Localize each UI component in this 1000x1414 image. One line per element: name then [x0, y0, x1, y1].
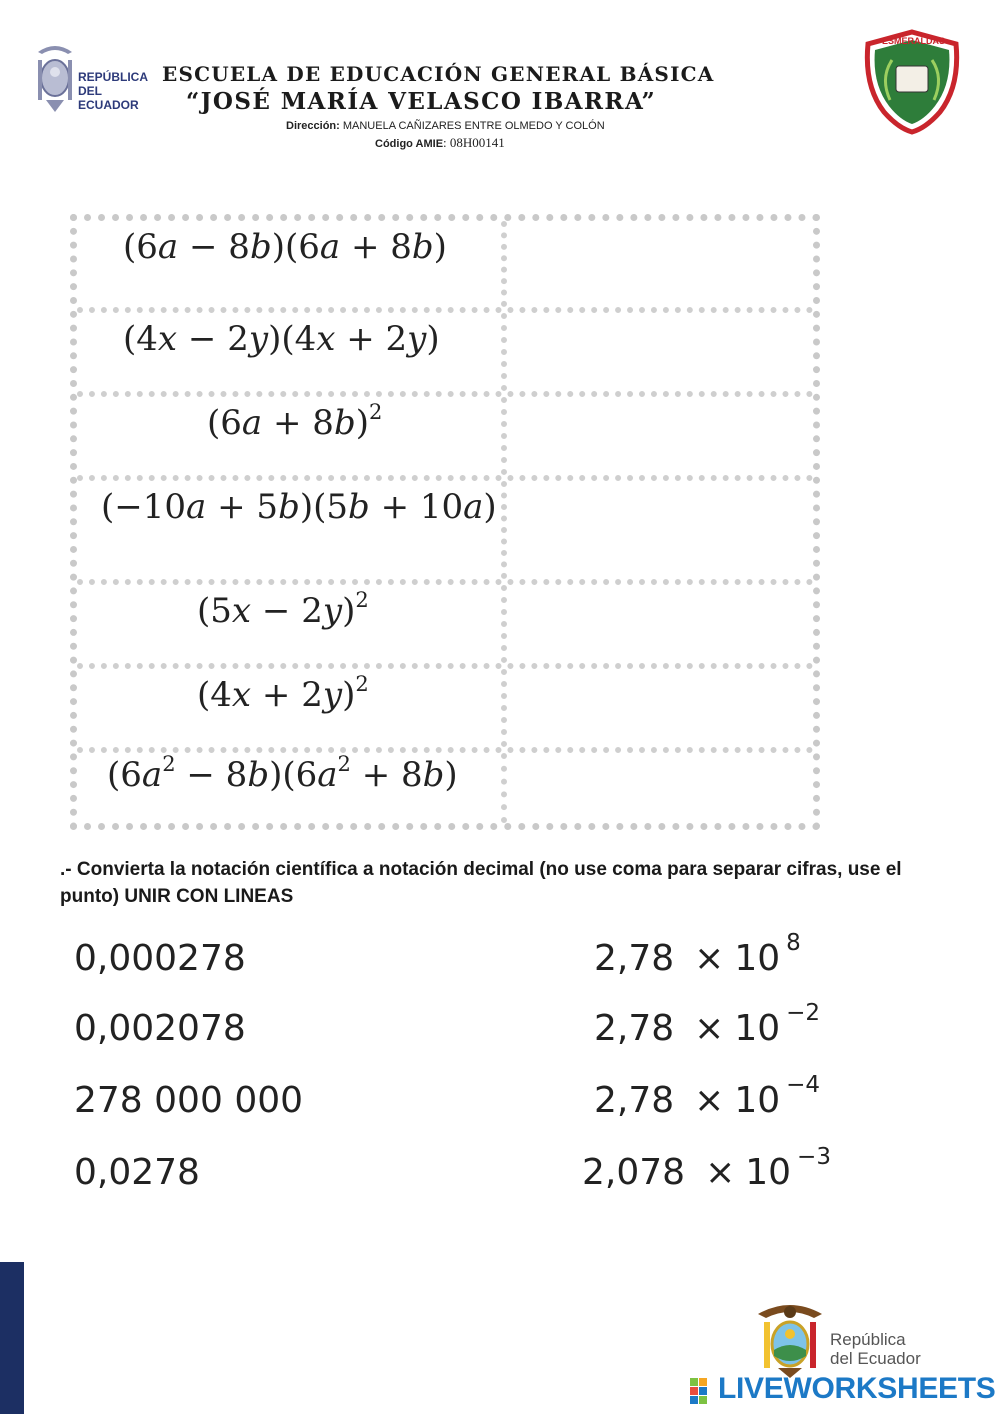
base: 10	[745, 1152, 792, 1193]
table-row	[77, 221, 813, 313]
decimal-item[interactable]: 0,002078	[74, 1008, 246, 1049]
base: 10	[734, 1008, 781, 1049]
answer-cell[interactable]	[513, 313, 813, 391]
amie-code	[375, 135, 505, 151]
answer-cell[interactable]	[513, 481, 813, 579]
liveworksheets-wordmark: LIVEWORKSHEETS	[718, 1372, 996, 1405]
expression-3: $(6a + 8b)^2$	[207, 400, 383, 443]
answer-cell[interactable]	[513, 753, 813, 823]
gov-logo-text-1: REPÚBLICA	[78, 70, 149, 84]
exponent: 8	[786, 930, 801, 956]
expression-cell	[77, 585, 507, 663]
gov-logo-text-2: DEL ECUADOR	[78, 84, 139, 112]
liveworksheets-icon	[690, 1378, 716, 1404]
decimal-item[interactable]: 278 000 000	[74, 1080, 304, 1121]
times-sign: ×	[694, 1008, 725, 1049]
liveworksheets-brand[interactable]	[690, 1372, 996, 1408]
decimal-item[interactable]: 0,0278	[74, 1152, 200, 1193]
answer-cell[interactable]	[513, 221, 813, 307]
answer-cell[interactable]	[513, 397, 813, 475]
expressions-table	[70, 214, 820, 830]
footer-gov-logo	[752, 1300, 942, 1380]
instruction-text: .- Convierta la notación científica a notación decimal (no use coma para separar cifras, use el punto) UNIR CON LINEAS	[60, 859, 902, 907]
table-row	[77, 669, 813, 753]
school-type-heading: ESCUELA DE EDUCACIÓN GENERAL BÁSICA	[162, 62, 715, 86]
republica-ecuador-logo	[34, 42, 149, 120]
scientific-item[interactable]	[594, 1072, 821, 1121]
footer-gov-line2: del Ecuador	[830, 1349, 921, 1368]
expression-6: $(4x + 2y)^2$	[197, 672, 369, 715]
expression-4: (−10a + 5b)(5b + 10a)	[101, 487, 497, 527]
expression-1: (6a − 8b)(6a + 8b)	[123, 227, 447, 267]
table-row	[77, 397, 813, 481]
expression-2: (4x − 2y)(4x + 2y)	[123, 319, 440, 359]
school-shield-logo	[856, 26, 968, 136]
expression-5: $(5x - 2y)^2$	[197, 588, 369, 631]
decimal-item[interactable]: 0,000278	[74, 938, 246, 979]
table-row	[77, 313, 813, 397]
base: 10	[734, 1080, 781, 1121]
exponent: −4	[786, 1072, 821, 1098]
table-row	[77, 753, 813, 823]
mantissa: 2,78	[594, 1008, 675, 1049]
expression-cell	[77, 221, 507, 307]
scientific-item[interactable]	[582, 1144, 831, 1193]
ecuador-coat-of-arms-icon	[34, 42, 76, 116]
times-sign: ×	[705, 1152, 736, 1193]
answer-cell[interactable]	[513, 669, 813, 747]
times-sign: ×	[694, 1080, 725, 1121]
mantissa: 2,078	[582, 1152, 686, 1193]
amie-label: Código AMIE	[375, 138, 444, 150]
mantissa: 2,78	[594, 938, 675, 979]
expression-cell	[77, 669, 507, 747]
exponent: −2	[786, 1000, 821, 1026]
mantissa: 2,78	[594, 1080, 675, 1121]
table-row	[77, 481, 813, 585]
left-accent-bar	[0, 1262, 24, 1414]
times-sign: ×	[694, 938, 725, 979]
scientific-item[interactable]	[594, 930, 801, 979]
expression-cell	[77, 313, 507, 391]
amie-value: : 08H00141	[443, 135, 505, 150]
expression-cell	[77, 753, 507, 823]
school-address	[286, 120, 605, 132]
address-value: MANUELA CAÑIZARES ENTRE OLMEDO Y COLÓN	[342, 120, 605, 132]
answer-cell[interactable]	[513, 585, 813, 663]
footer-gov-line1: República	[830, 1330, 906, 1349]
school-name-heading: “JOSÉ MARÍA VELASCO IBARRA”	[186, 88, 657, 115]
scientific-item[interactable]	[594, 1000, 821, 1049]
expression-cell	[77, 481, 507, 579]
expression-7: $(6a^2 - 8b)(6a^2 + 8b)$	[107, 752, 458, 795]
expression-cell	[77, 397, 507, 475]
school-logo-text: ESMERALDAS	[882, 36, 946, 46]
exponent: −3	[797, 1144, 831, 1170]
ecuador-coat-of-arms-icon	[752, 1300, 828, 1380]
table-row	[77, 585, 813, 669]
address-label: Dirección:	[286, 120, 340, 132]
base: 10	[734, 938, 781, 979]
